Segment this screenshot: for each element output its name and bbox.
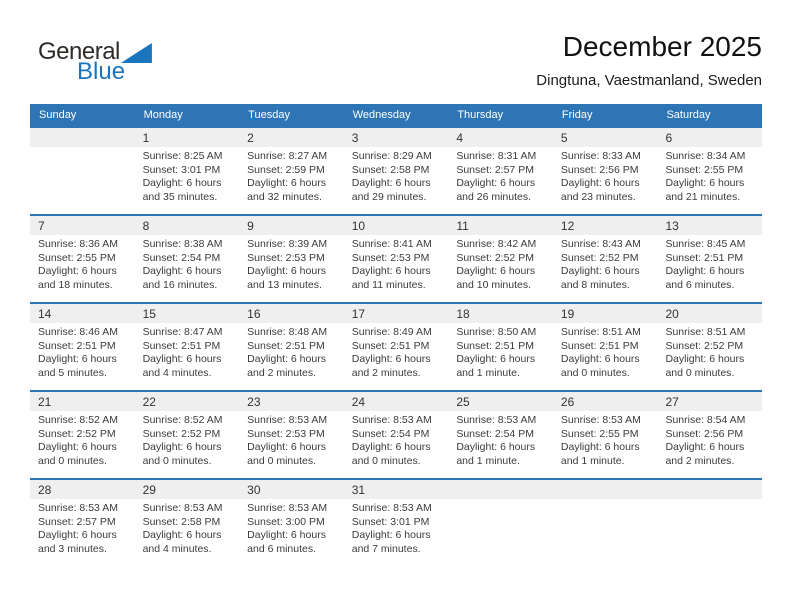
day-detail-line: Sunset: 2:56 PM <box>665 427 744 440</box>
day-detail-line: Sunrise: 8:51 AM <box>560 326 641 338</box>
day-number-band <box>448 216 553 235</box>
day-details <box>239 323 344 380</box>
day-detail-line: Daylight: 6 hours <box>247 265 326 277</box>
day-detail-line: Sunrise: 8:53 AM <box>247 414 328 426</box>
day-detail-line: Daylight: 6 hours <box>142 177 222 189</box>
day-detail-line: and 0 minutes. <box>665 366 735 379</box>
day-number-band <box>657 480 762 499</box>
day-number-band <box>239 216 344 235</box>
day-detail-line: Sunset: 2:52 PM <box>560 251 639 264</box>
title-block <box>536 32 762 89</box>
day-detail-line: Sunset: 2:59 PM <box>247 163 325 176</box>
weekday-header-sunday: Sunday <box>39 109 77 121</box>
day-cell-26 <box>553 392 658 478</box>
day-number-band <box>448 392 553 411</box>
day-cell-30 <box>239 480 344 566</box>
day-detail-line: Daylight: 6 hours <box>351 265 431 277</box>
day-number-band <box>657 128 762 147</box>
day-detail-line: Daylight: 6 hours <box>38 353 117 365</box>
day-details <box>553 323 658 380</box>
day-detail-line: Sunset: 2:53 PM <box>351 251 430 264</box>
day-detail-line: Sunset: 2:57 PM <box>38 515 116 528</box>
day-number-band <box>30 128 135 147</box>
day-number: 23 <box>247 394 261 409</box>
day-details <box>553 411 658 468</box>
day-details <box>657 411 762 468</box>
day-detail-line: Sunset: 2:51 PM <box>38 339 116 352</box>
weekday-header-monday: Monday <box>143 109 183 121</box>
day-detail-line: Daylight: 6 hours <box>38 441 117 453</box>
day-number-band <box>30 304 135 323</box>
day-details <box>239 235 344 292</box>
day-details <box>30 323 135 380</box>
day-detail-line: Daylight: 6 hours <box>351 529 431 541</box>
day-details <box>448 147 553 204</box>
day-detail-line: Daylight: 6 hours <box>38 529 117 541</box>
calendar-weeks <box>30 126 762 566</box>
day-detail-line: Daylight: 6 hours <box>142 441 222 453</box>
day-detail-line: and 1 minute. <box>456 454 520 467</box>
day-detail-line: and 1 minute. <box>456 366 520 379</box>
day-details <box>344 147 449 204</box>
day-number-band <box>344 392 449 411</box>
day-cell-4 <box>448 128 553 214</box>
day-number: 22 <box>142 394 156 409</box>
day-number-band <box>135 216 240 235</box>
weekday-header-friday: Friday <box>561 109 593 121</box>
day-cell-18 <box>448 304 553 390</box>
day-detail-line: Sunrise: 8:42 AM <box>456 238 537 250</box>
day-cell-14 <box>30 304 135 390</box>
day-details <box>135 323 240 380</box>
day-detail-line: Daylight: 6 hours <box>665 265 745 277</box>
day-detail-line: Sunrise: 8:53 AM <box>456 414 537 426</box>
day-cell-8 <box>135 216 240 302</box>
day-cell-27 <box>657 392 762 478</box>
day-detail-line: Sunrise: 8:39 AM <box>247 238 328 250</box>
day-number: 28 <box>38 482 52 497</box>
day-number: 4 <box>456 130 463 145</box>
day-number: 7 <box>38 218 45 233</box>
day-detail-line: Sunset: 2:55 PM <box>665 163 744 176</box>
day-detail-line: Sunset: 3:01 PM <box>351 515 430 528</box>
day-detail-line: Sunrise: 8:43 AM <box>560 238 641 250</box>
day-detail-line: and 1 minute. <box>560 454 625 467</box>
day-number-band <box>135 128 240 147</box>
logo-triangle-icon <box>121 43 152 63</box>
day-details <box>30 411 135 468</box>
day-number: 27 <box>665 394 679 409</box>
day-detail-line: and 4 minutes. <box>142 366 212 379</box>
day-number-band <box>657 392 762 411</box>
day-number: 5 <box>560 130 568 145</box>
day-detail-line: Sunrise: 8:53 AM <box>560 414 641 426</box>
day-detail-line: Sunset: 2:58 PM <box>351 163 430 176</box>
general-blue-logo <box>38 40 152 84</box>
day-details <box>239 147 344 204</box>
day-detail-line: Sunrise: 8:52 AM <box>142 414 223 426</box>
day-detail-line: Sunset: 2:51 PM <box>142 339 221 352</box>
day-detail-line: and 0 minutes. <box>247 454 317 467</box>
day-detail-line: Sunrise: 8:41 AM <box>351 238 432 250</box>
day-cell-7 <box>30 216 135 302</box>
day-detail-line: Sunrise: 8:45 AM <box>665 238 746 250</box>
day-details <box>30 499 135 556</box>
day-number: 10 <box>351 218 366 233</box>
day-number-band <box>239 128 344 147</box>
day-number: 2 <box>247 130 254 145</box>
day-number-band <box>344 128 449 147</box>
day-details <box>135 235 240 292</box>
weekday-header-row <box>30 104 762 126</box>
day-detail-line: Sunset: 2:51 PM <box>560 339 639 352</box>
day-detail-line: Sunset: 2:51 PM <box>665 251 744 264</box>
day-detail-line: Daylight: 6 hours <box>247 177 326 189</box>
day-detail-line: Daylight: 6 hours <box>142 529 222 541</box>
day-detail-line: Daylight: 6 hours <box>142 265 222 277</box>
day-detail-line: and 11 minutes. <box>351 278 426 291</box>
day-detail-line: Sunset: 3:00 PM <box>247 515 325 528</box>
day-details <box>344 499 449 556</box>
day-details <box>553 235 658 292</box>
day-detail-line: Daylight: 6 hours <box>560 353 640 365</box>
day-cell-31 <box>344 480 449 566</box>
day-details <box>553 147 658 204</box>
week-row-3 <box>30 302 762 390</box>
day-detail-line: and 8 minutes. <box>560 278 630 291</box>
day-number: 31 <box>351 482 366 497</box>
week-row-4 <box>30 390 762 478</box>
day-number: 3 <box>351 130 359 145</box>
day-cell-1 <box>135 128 240 214</box>
day-detail-line: and 29 minutes. <box>351 190 427 203</box>
day-detail-line: Sunrise: 8:46 AM <box>38 326 118 338</box>
week-row-1 <box>30 126 762 214</box>
day-number: 15 <box>142 306 156 321</box>
day-details <box>448 235 553 292</box>
day-detail-line: and 0 minutes. <box>142 454 212 467</box>
day-details <box>448 323 553 380</box>
day-detail-line: Daylight: 6 hours <box>351 441 431 453</box>
day-cell-29 <box>135 480 240 566</box>
week-row-2 <box>30 214 762 302</box>
day-detail-line: Sunset: 2:55 PM <box>38 251 116 264</box>
day-details <box>135 499 240 556</box>
day-details <box>344 235 449 292</box>
day-cell-empty <box>448 480 553 566</box>
day-number: 8 <box>142 218 150 233</box>
day-number-band <box>553 304 658 323</box>
day-detail-line: and 13 minutes. <box>247 278 322 291</box>
day-detail-line: Sunset: 2:58 PM <box>142 515 221 528</box>
day-detail-line: Daylight: 6 hours <box>560 441 640 453</box>
day-detail-line: and 16 minutes. <box>142 278 218 291</box>
day-details <box>657 235 762 292</box>
day-details <box>448 411 553 468</box>
day-detail-line: and 23 minutes. <box>560 190 636 203</box>
day-number: 30 <box>247 482 261 497</box>
day-detail-line: Daylight: 6 hours <box>351 353 431 365</box>
day-details <box>657 323 762 380</box>
day-detail-line: and 2 minutes. <box>665 454 735 467</box>
day-number-band <box>344 480 449 499</box>
day-detail-line: Sunrise: 8:27 AM <box>247 150 328 162</box>
day-number-band <box>344 216 449 235</box>
day-details <box>239 499 344 556</box>
day-cell-3 <box>344 128 449 214</box>
day-cell-19 <box>553 304 658 390</box>
day-detail-line: and 6 minutes. <box>665 278 735 291</box>
day-number: 12 <box>560 218 575 233</box>
day-detail-line: Sunrise: 8:25 AM <box>142 150 223 162</box>
calendar-grid <box>30 104 762 566</box>
day-number: 24 <box>351 394 366 409</box>
day-cell-28 <box>30 480 135 566</box>
day-detail-line: and 0 minutes. <box>560 366 630 379</box>
day-detail-line: Sunset: 2:52 PM <box>456 251 534 264</box>
day-detail-line: Daylight: 6 hours <box>560 265 640 277</box>
day-number-band <box>135 304 240 323</box>
day-number: 26 <box>560 394 575 409</box>
day-detail-line: and 26 minutes. <box>456 190 532 203</box>
day-detail-line: Sunset: 2:53 PM <box>247 251 325 264</box>
day-detail-line: and 0 minutes. <box>351 454 421 467</box>
day-number-band <box>30 392 135 411</box>
day-detail-line: and 32 minutes. <box>247 190 322 203</box>
day-number-band <box>448 480 553 499</box>
day-detail-line: Sunrise: 8:49 AM <box>351 326 432 338</box>
page-title: December 2025 <box>562 31 762 62</box>
day-number: 16 <box>247 306 261 321</box>
day-cell-10 <box>344 216 449 302</box>
day-cell-9 <box>239 216 344 302</box>
day-detail-line: Daylight: 6 hours <box>456 265 536 277</box>
day-details <box>239 411 344 468</box>
day-detail-line: Sunset: 2:56 PM <box>560 163 639 176</box>
day-detail-line: Sunrise: 8:53 AM <box>351 414 432 426</box>
day-details <box>344 323 449 380</box>
day-cell-21 <box>30 392 135 478</box>
day-number: 20 <box>665 306 679 321</box>
day-detail-line: Daylight: 6 hours <box>38 265 117 277</box>
day-cell-empty <box>30 128 135 214</box>
day-cell-empty <box>657 480 762 566</box>
day-number: 6 <box>665 130 673 145</box>
day-detail-line: Sunset: 3:01 PM <box>142 163 221 176</box>
day-number: 25 <box>456 394 470 409</box>
day-detail-line: Sunrise: 8:33 AM <box>560 150 641 162</box>
day-detail-line: Sunset: 2:55 PM <box>560 427 639 440</box>
day-detail-line: Sunset: 2:51 PM <box>351 339 430 352</box>
day-detail-line: Sunrise: 8:52 AM <box>38 414 118 426</box>
day-cell-empty <box>553 480 658 566</box>
day-number: 1 <box>142 130 150 145</box>
day-detail-line: Sunset: 2:54 PM <box>351 427 430 440</box>
day-detail-line: and 2 minutes. <box>247 366 317 379</box>
day-cell-16 <box>239 304 344 390</box>
day-cell-13 <box>657 216 762 302</box>
day-cell-17 <box>344 304 449 390</box>
day-number-band <box>239 480 344 499</box>
day-number-band <box>135 392 240 411</box>
day-detail-line: and 18 minutes. <box>38 278 113 291</box>
day-number-band <box>135 480 240 499</box>
day-detail-line: Daylight: 6 hours <box>351 177 431 189</box>
day-detail-line: and 10 minutes. <box>456 278 532 291</box>
day-cell-5 <box>553 128 658 214</box>
day-detail-line: Daylight: 6 hours <box>456 177 536 189</box>
logo-text-blue: Blue <box>77 58 126 85</box>
day-number-band <box>30 216 135 235</box>
day-detail-line: Daylight: 6 hours <box>142 353 222 365</box>
day-number: 17 <box>351 306 366 321</box>
day-cell-22 <box>135 392 240 478</box>
weekday-header-tuesday: Tuesday <box>248 109 290 121</box>
day-detail-line: and 6 minutes. <box>247 542 317 555</box>
day-detail-line: Sunset: 2:54 PM <box>142 251 221 264</box>
day-detail-line: Sunrise: 8:31 AM <box>456 150 537 162</box>
day-detail-line: Daylight: 6 hours <box>247 353 326 365</box>
day-number: 9 <box>247 218 254 233</box>
day-detail-line: Sunrise: 8:53 AM <box>142 502 223 514</box>
day-detail-line: and 3 minutes. <box>38 542 107 555</box>
day-number-band <box>30 480 135 499</box>
week-row-5 <box>30 478 762 566</box>
day-cell-11 <box>448 216 553 302</box>
day-detail-line: Sunset: 2:53 PM <box>247 427 325 440</box>
day-detail-line: Sunset: 2:57 PM <box>456 163 534 176</box>
day-detail-line: Sunrise: 8:47 AM <box>142 326 223 338</box>
day-number-band <box>553 392 658 411</box>
day-number-band <box>448 128 553 147</box>
day-detail-line: Sunrise: 8:48 AM <box>247 326 328 338</box>
day-detail-line: Sunset: 2:54 PM <box>456 427 534 440</box>
day-cell-12 <box>553 216 658 302</box>
day-detail-line: Sunset: 2:52 PM <box>665 339 744 352</box>
day-number-band <box>553 128 658 147</box>
day-detail-line: Daylight: 6 hours <box>456 441 536 453</box>
day-detail-line: Sunrise: 8:34 AM <box>665 150 746 162</box>
weekday-header-thursday: Thursday <box>457 109 504 121</box>
day-detail-line: Daylight: 6 hours <box>560 177 640 189</box>
day-detail-line: Sunrise: 8:36 AM <box>38 238 118 250</box>
day-number: 18 <box>456 306 470 321</box>
day-detail-line: Daylight: 6 hours <box>665 353 745 365</box>
day-detail-line: Sunrise: 8:53 AM <box>351 502 432 514</box>
day-number-band <box>553 216 658 235</box>
day-cell-2 <box>239 128 344 214</box>
day-detail-line: Sunrise: 8:53 AM <box>247 502 328 514</box>
day-detail-line: Daylight: 6 hours <box>665 441 745 453</box>
day-detail-line: and 35 minutes. <box>142 190 218 203</box>
day-detail-line: Daylight: 6 hours <box>247 441 326 453</box>
day-cell-15 <box>135 304 240 390</box>
logo-text-general: General <box>38 38 120 65</box>
day-number: 29 <box>142 482 156 497</box>
day-details <box>135 411 240 468</box>
day-number: 21 <box>38 394 52 409</box>
day-detail-line: Sunrise: 8:53 AM <box>38 502 118 514</box>
weekday-header-wednesday: Wednesday <box>352 109 411 121</box>
day-number-band <box>239 392 344 411</box>
day-detail-line: Sunrise: 8:50 AM <box>456 326 537 338</box>
day-details <box>30 235 135 292</box>
day-details <box>657 147 762 204</box>
day-number: 13 <box>665 218 679 233</box>
day-detail-line: Sunset: 2:51 PM <box>247 339 325 352</box>
page-subtitle: Dingtuna, Vaestmanland, Sweden <box>536 71 762 89</box>
day-detail-line: Sunrise: 8:29 AM <box>351 150 432 162</box>
day-detail-line: Sunrise: 8:38 AM <box>142 238 223 250</box>
day-number-band <box>553 480 658 499</box>
day-details <box>344 411 449 468</box>
day-detail-line: and 0 minutes. <box>38 454 107 467</box>
day-detail-line: Daylight: 6 hours <box>665 177 745 189</box>
day-number-band <box>657 304 762 323</box>
day-cell-25 <box>448 392 553 478</box>
day-detail-line: Sunset: 2:52 PM <box>38 427 116 440</box>
day-number-band <box>448 304 553 323</box>
day-cell-24 <box>344 392 449 478</box>
day-detail-line: and 5 minutes. <box>38 366 107 379</box>
day-cell-20 <box>657 304 762 390</box>
day-number-band <box>239 304 344 323</box>
day-detail-line: and 7 minutes. <box>351 542 421 555</box>
day-number: 14 <box>38 306 52 321</box>
day-number-band <box>344 304 449 323</box>
day-cell-23 <box>239 392 344 478</box>
day-detail-line: Sunset: 2:52 PM <box>142 427 221 440</box>
day-detail-line: and 2 minutes. <box>351 366 421 379</box>
day-detail-line: Daylight: 6 hours <box>247 529 326 541</box>
day-detail-line: and 21 minutes. <box>665 190 741 203</box>
day-detail-line: Daylight: 6 hours <box>456 353 536 365</box>
day-details <box>135 147 240 204</box>
day-number: 11 <box>456 218 469 233</box>
day-detail-line: Sunset: 2:51 PM <box>456 339 534 352</box>
day-number-band <box>657 216 762 235</box>
day-number: 19 <box>560 306 575 321</box>
day-detail-line: Sunrise: 8:54 AM <box>665 414 746 426</box>
day-detail-line: and 4 minutes. <box>142 542 212 555</box>
day-detail-line: Sunrise: 8:51 AM <box>665 326 746 338</box>
day-cell-6 <box>657 128 762 214</box>
weekday-header-saturday: Saturday <box>666 109 711 121</box>
